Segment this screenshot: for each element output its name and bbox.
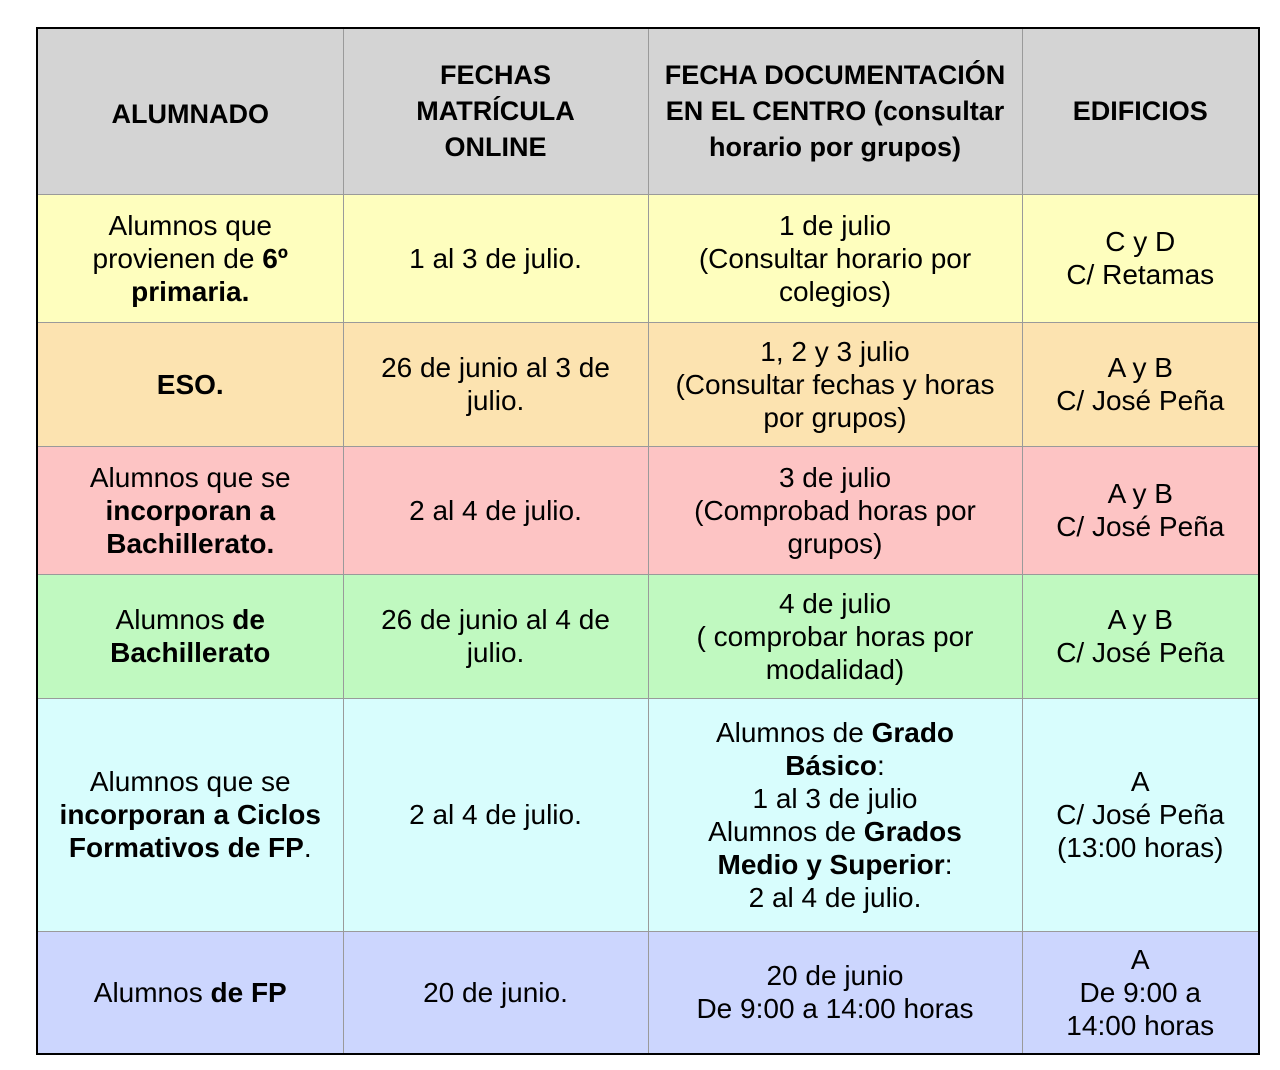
doc-date: 20 de junio	[766, 960, 904, 992]
alumnado-bold: incorporan a Ciclos Formativos de FP	[59, 799, 321, 863]
cell-fechas: 2 al 4 de julio.	[343, 698, 648, 931]
cell-fechas: 26 de junio al 4 de julio.	[343, 574, 648, 698]
table-row	[37, 322, 1259, 446]
doc-note: ( comprobar horas por modalidad)	[696, 620, 974, 685]
alumnado-text: Alumnos	[93, 976, 211, 1008]
cell-alumnado	[37, 322, 343, 446]
doc-date: 1 de julio	[778, 209, 892, 241]
alumnado-text: Alumnos que provienen de	[92, 209, 272, 274]
alumnado-text: Alumnos que se	[89, 766, 291, 797]
cell-fechas: 26 de junio al 3 de julio.	[343, 322, 648, 446]
table-row	[37, 194, 1259, 322]
cell-documentacion	[648, 322, 1022, 446]
cell-documentacion	[648, 698, 1022, 931]
doc-grado-basico-bold: Grado Básico	[785, 716, 955, 781]
alumnado-suffix: .	[303, 832, 312, 863]
edificio-name: A	[1130, 943, 1150, 975]
edificio-hours: De 9:00 a 14:00 horas	[1066, 976, 1215, 1041]
doc-note: (Consultar fechas y horas por grupos)	[675, 368, 995, 433]
header-fecha-documentacion: FECHA DOCUMENTACIÓN EN EL CENTRO (consultar horario por grupos)	[648, 28, 1022, 194]
cell-alumnado	[37, 194, 343, 322]
cell-documentacion	[648, 446, 1022, 574]
edificio-hours: (13:00 horas)	[1056, 832, 1224, 863]
edificio-name: A y B	[1107, 478, 1173, 509]
table-row	[37, 574, 1259, 698]
cell-edificios	[1022, 931, 1259, 1054]
header-alumnado: ALUMNADO	[37, 28, 343, 194]
doc-grado-basico-colon: :	[877, 749, 885, 781]
cell-documentacion	[648, 194, 1022, 322]
table-row	[37, 698, 1259, 931]
edificio-name: A y B	[1107, 352, 1173, 383]
header-fechas-matricula: FECHAS MATRÍCULA ONLINE	[343, 28, 648, 194]
alumnado-bold: ESO.	[156, 368, 224, 400]
alumnado-bold: incorporan a Bachillerato.	[105, 494, 276, 559]
doc-grados-medio-bold: Grados Medio y Superior	[717, 815, 962, 880]
doc-grados-medio-colon: :	[944, 848, 953, 880]
edificio-name: A y B	[1107, 604, 1173, 635]
cell-fechas: 1 al 3 de julio.	[343, 194, 648, 322]
edificio-name: A	[1130, 766, 1150, 797]
matricula-table	[36, 27, 1260, 1055]
doc-grados-medio-date: 2 al 4 de julio.	[748, 881, 922, 913]
cell-alumnado	[37, 698, 343, 931]
alumnado-text: Alumnos que se	[89, 461, 291, 493]
cell-edificios	[1022, 446, 1259, 574]
cell-alumnado	[37, 931, 343, 1054]
alumnado-bold: de FP	[210, 976, 287, 1008]
cell-edificios	[1022, 574, 1259, 698]
doc-grado-basico-date: 1 al 3 de julio	[752, 782, 918, 814]
doc-date: 1, 2 y 3 julio	[760, 335, 910, 367]
edificio-name: C y D	[1105, 226, 1176, 257]
cell-fechas: 20 de junio.	[343, 931, 648, 1054]
edificio-address: C/ José Peña	[1056, 799, 1225, 830]
cell-documentacion	[648, 574, 1022, 698]
cell-documentacion	[648, 931, 1022, 1054]
edificio-address: C/ José Peña	[1056, 385, 1225, 416]
table-row	[37, 931, 1259, 1054]
edificio-address: C/ Retamas	[1066, 259, 1215, 290]
cell-edificios	[1022, 322, 1259, 446]
table-row	[37, 446, 1259, 574]
edificio-address: C/ José Peña	[1056, 511, 1225, 542]
cell-alumnado	[37, 446, 343, 574]
cell-edificios	[1022, 698, 1259, 931]
cell-fechas: 2 al 4 de julio.	[343, 446, 648, 574]
doc-grados-medio-label: Alumnos de	[708, 815, 864, 847]
doc-note: (Comprobad horas por grupos)	[694, 494, 976, 559]
doc-date: 3 de julio	[778, 461, 892, 493]
doc-date: 4 de julio	[778, 587, 892, 619]
alumnado-text: Alumnos	[115, 604, 233, 635]
edificio-address: C/ José Peña	[1056, 637, 1225, 668]
alumnado-bold: de Bachillerato	[110, 604, 271, 668]
doc-note: De 9:00 a 14:00 horas	[696, 993, 974, 1025]
cell-edificios	[1022, 194, 1259, 322]
alumnado-bold: 6º primaria.	[131, 242, 288, 307]
header-row	[37, 28, 1259, 194]
doc-note: (Consultar horario por colegios)	[698, 242, 972, 307]
doc-grado-basico-label: Alumnos de	[715, 716, 872, 748]
cell-alumnado	[37, 574, 343, 698]
header-edificios: EDIFICIOS	[1022, 28, 1259, 194]
